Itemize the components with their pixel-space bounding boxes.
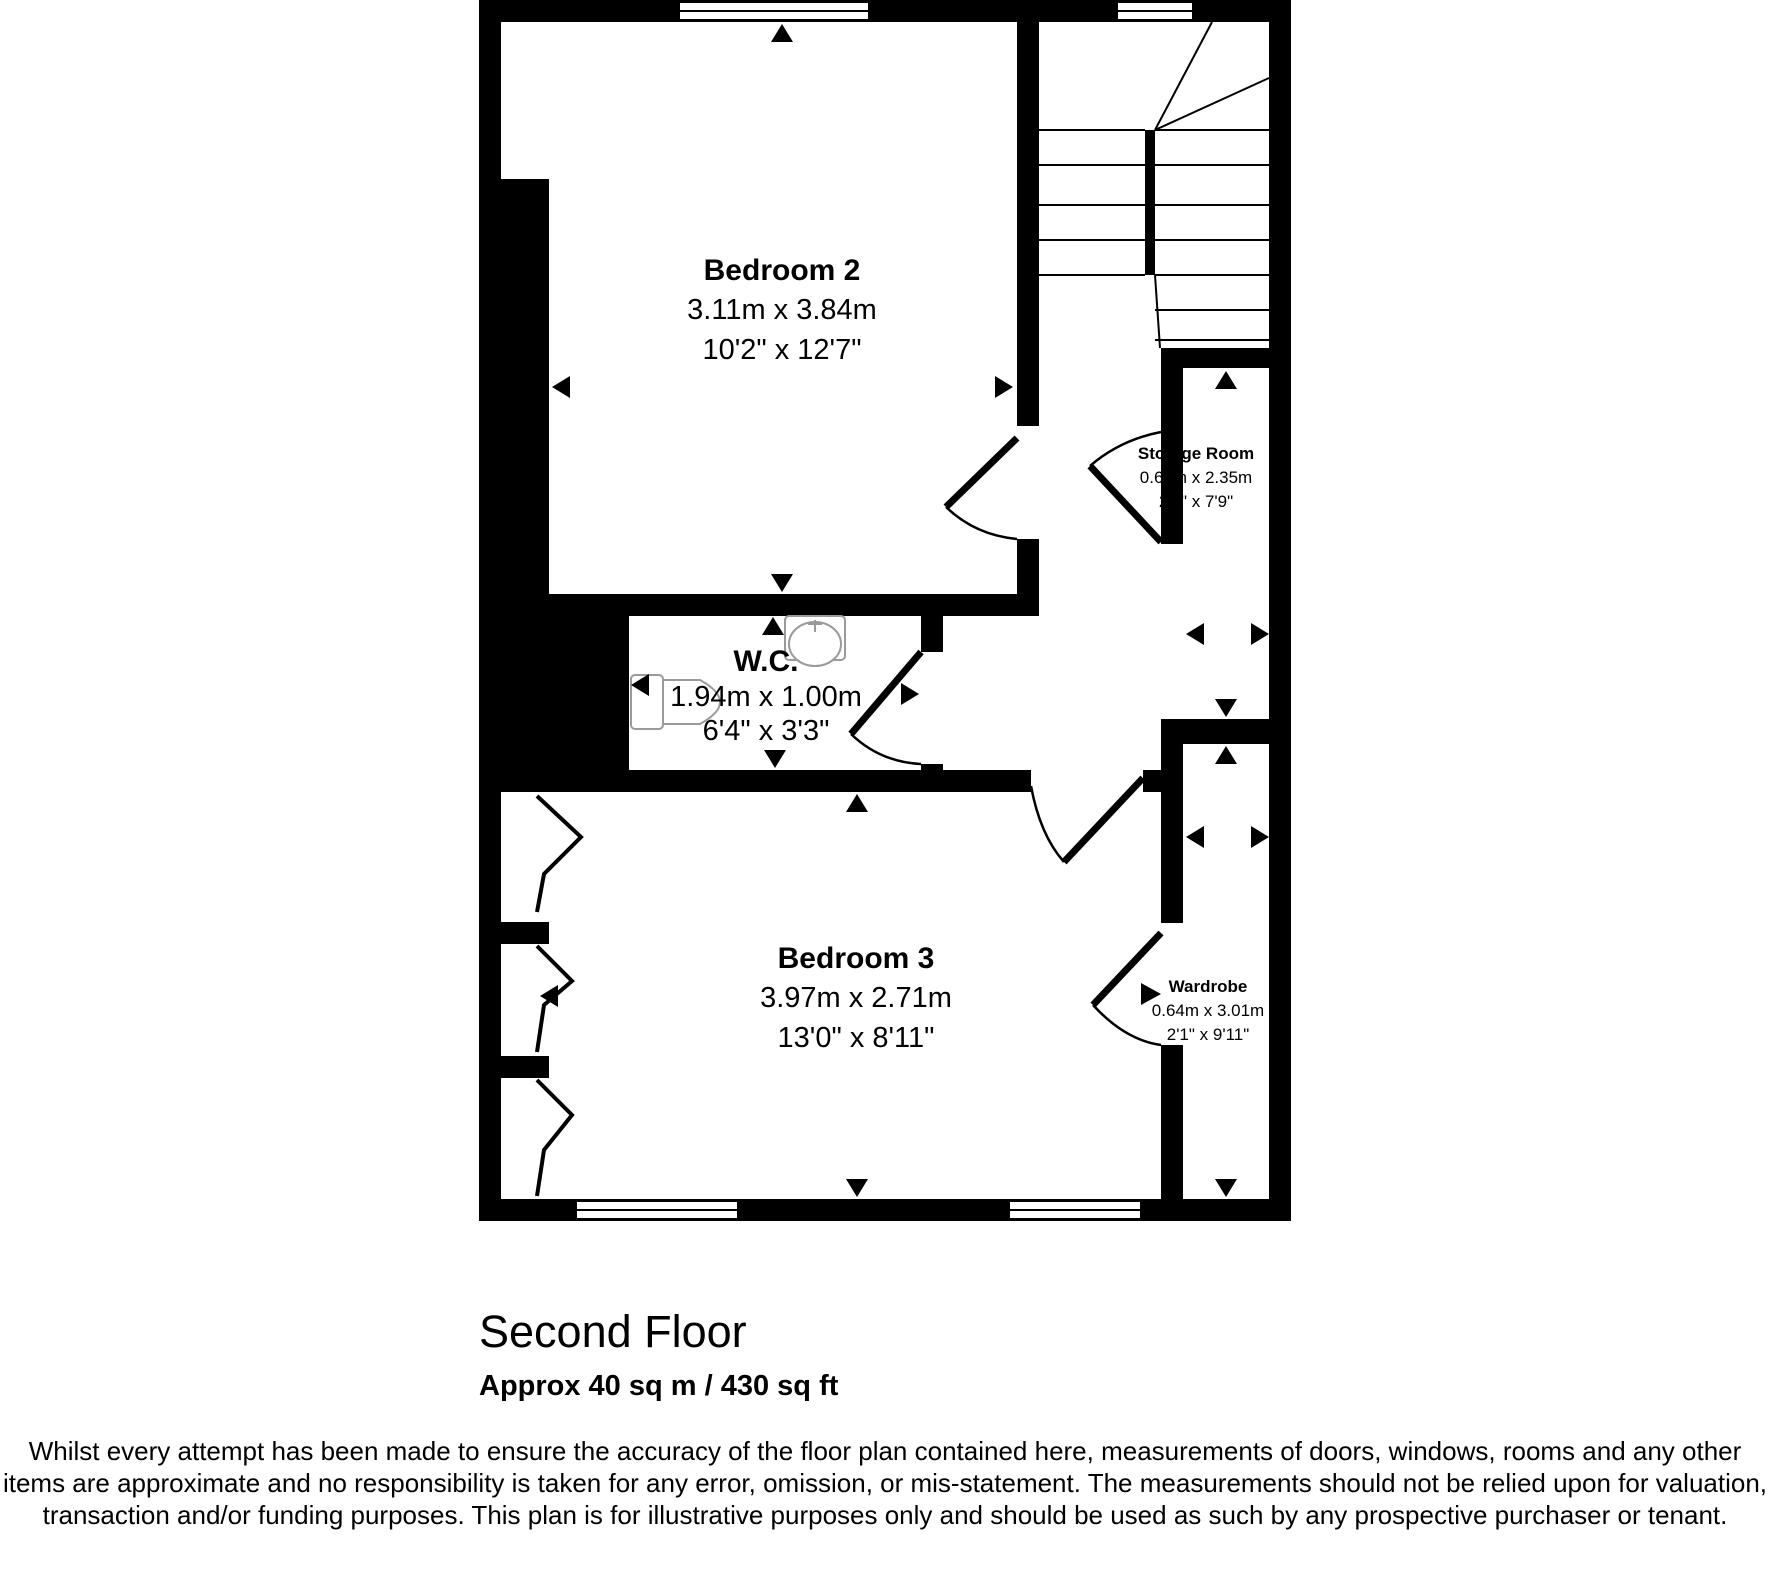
floor-title: Second Floor <box>479 1306 747 1357</box>
chimney-breast <box>501 179 549 616</box>
room-bedroom2 <box>687 254 877 366</box>
room-metric-bedroom3: 3.97m x 2.71m <box>760 982 952 1014</box>
floor-area: Approx 40 sq m / 430 sq ft <box>479 1370 839 1402</box>
window-top-bedroom2 <box>679 2 869 20</box>
room-metric-bedroom2: 3.11m x 3.84m <box>687 294 877 326</box>
room-metric-wc: 1.94m x 1.00m <box>670 681 862 713</box>
window-bottom-right <box>1009 1201 1141 1219</box>
room-imperial-bedroom3: 13'0" x 8'11" <box>777 1022 935 1054</box>
room-storage <box>1138 444 1254 511</box>
window-bottom-left <box>576 1201 738 1219</box>
room-name-wc: W.C. <box>733 645 799 678</box>
room-metric-storage: 0.66m x 2.35m <box>1139 468 1253 487</box>
chimney-stack-lower <box>501 594 629 792</box>
disclaimer-text: Whilst every attempt has been made to ensure the accuracy of the floor plan contained here, measurements of doors, windows, rooms and any other items are approximate and no responsibility is taken for any error, omission, or mis-statement. The measurements should not be relied upon for valuation, transaction and/or funding purposes. This plan is for illustrative purposes only and should be used as such by any prospective purchaser or tenant. <box>2 1436 1768 1530</box>
door-bedroom3 <box>1031 778 1143 862</box>
room-imperial-wardrobe: 2'1" x 9'11" <box>1166 1025 1250 1044</box>
room-bedroom3 <box>760 942 952 1054</box>
room-name-wardrobe: Wardrobe <box>1168 977 1248 996</box>
room-name-bedroom2: Bedroom 2 <box>703 254 861 287</box>
room-metric-wardrobe: 0.64m x 3.01m <box>1151 1001 1265 1020</box>
room-imperial-wc: 6'4" x 3'3" <box>702 715 830 747</box>
room-name-storage: Storage Room <box>1137 444 1255 463</box>
window-top-stairs <box>1117 2 1193 20</box>
door-bedroom2 <box>946 438 1017 539</box>
room-imperial-storage: 2'2" x 7'9" <box>1158 492 1234 511</box>
room-imperial-bedroom2: 10'2" x 12'7" <box>702 334 862 366</box>
room-name-bedroom3: Bedroom 3 <box>777 942 935 975</box>
room-wardrobe <box>1152 977 1264 1044</box>
